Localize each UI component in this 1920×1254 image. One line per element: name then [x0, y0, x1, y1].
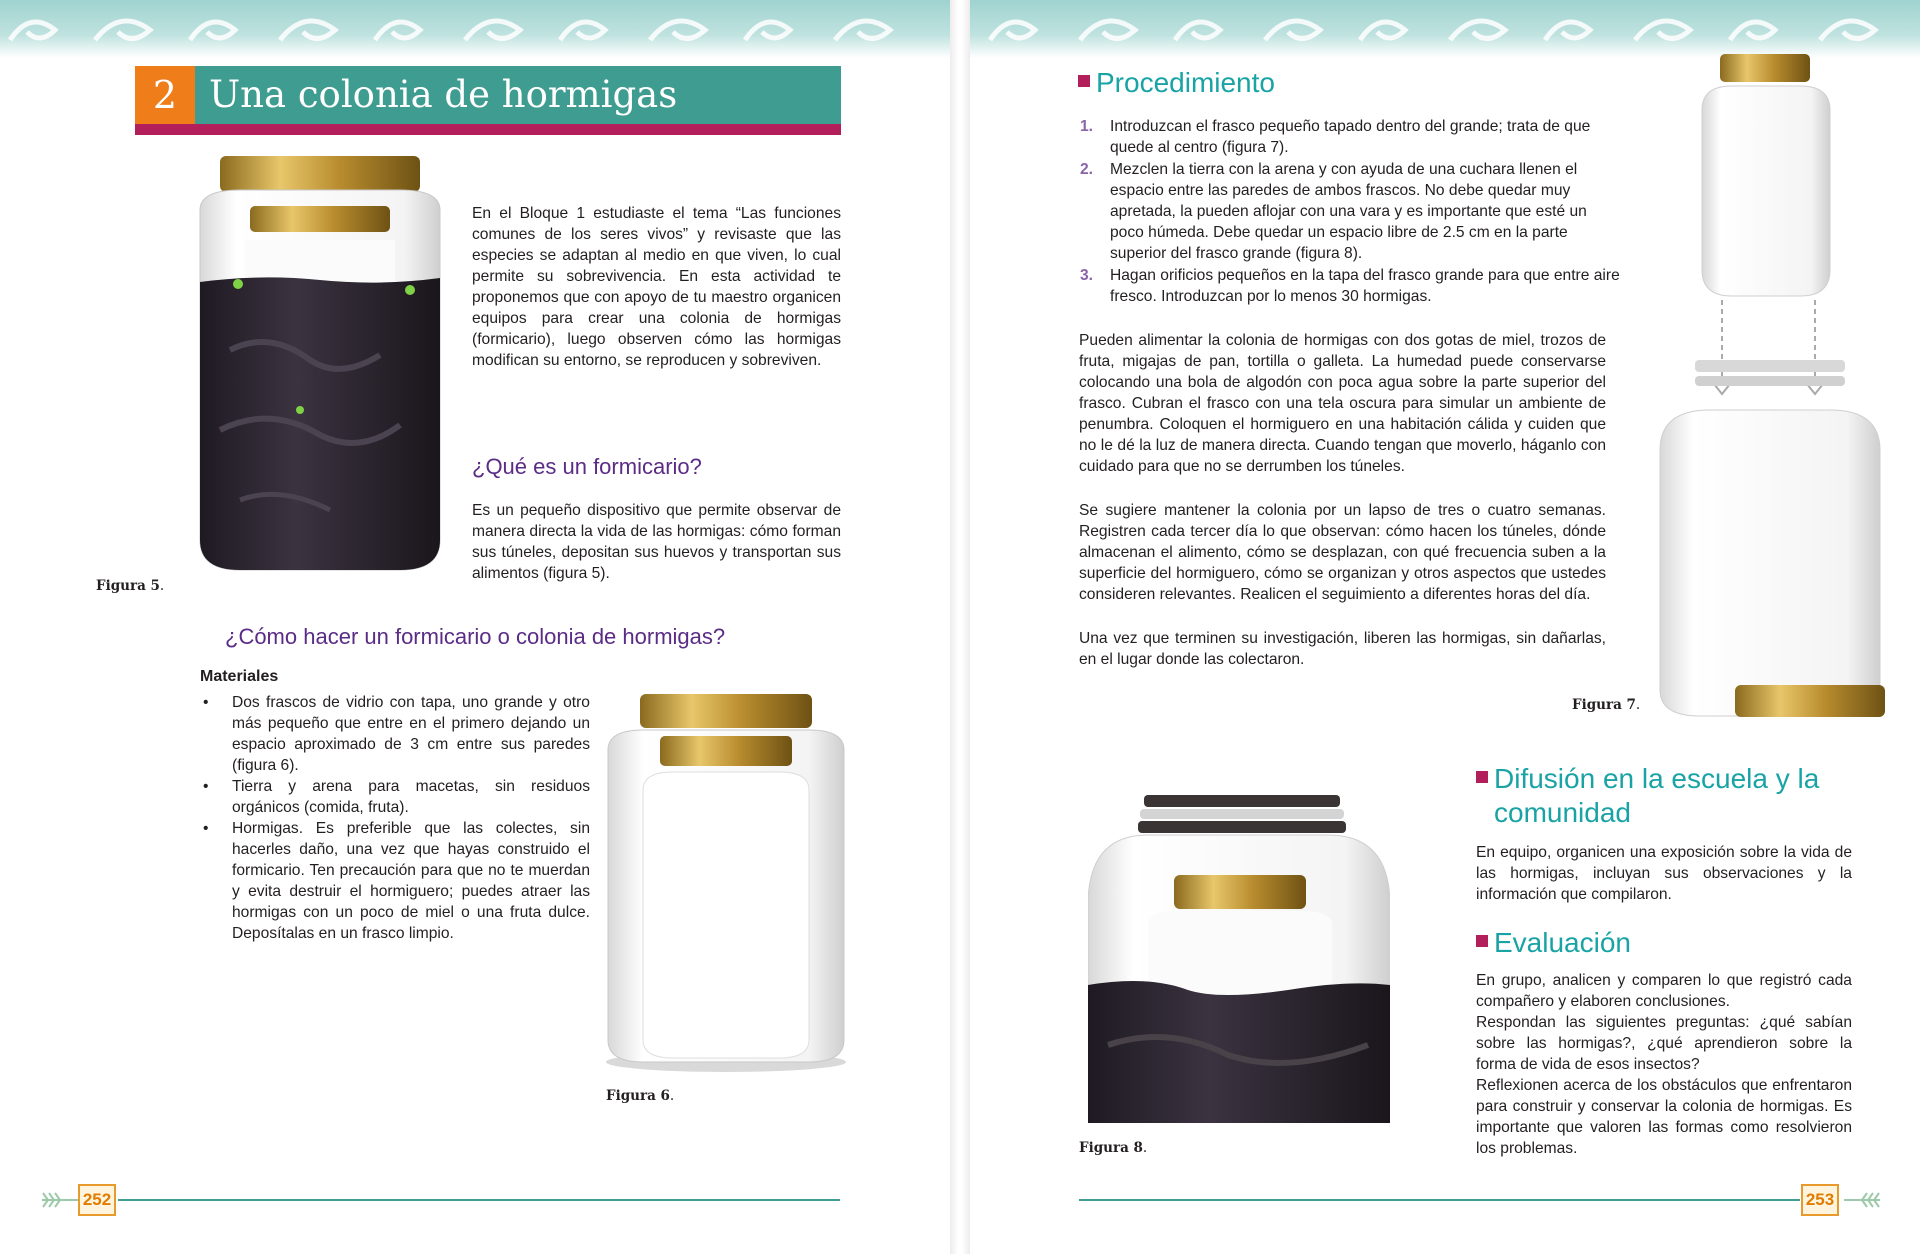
figure-5-dot: . — [159, 578, 165, 594]
difusion-heading-line-2: comunidad — [1494, 797, 1631, 828]
step-text: Hagan orificios pequeños en la tapa del frasco grande para que entre aire fresco. Introduzcan por lo menos 30 hormigas. — [1110, 267, 1620, 305]
footer-rule — [118, 1199, 840, 1201]
list-item — [1080, 265, 1620, 307]
figure-7-label: Figura 7 — [1572, 697, 1636, 713]
figure-8-image — [1088, 795, 1390, 1123]
list-item-text: Hormigas. Es preferible que las colectes, sin hacerles daño, una vez que hayas construido el formicario. Ten precaución para que no te muerdan y evita destruir el hormiguero; puedes atraer las hormigas con un poco de miel o una fruta dulce. Deposítalas en un frasco limpio. — [232, 820, 590, 942]
intro-paragraph: En el Bloque 1 estudiaste el tema “Las funciones comunes de los seres vivos” y revisaste que las especies se adaptan al medio en que viven, lo cual permite su sobrevivencia. En esta actividad te proponemos que con apoyo de tu maestro organicen equipos para crear una colonia de hormigas (formicario), luego observen cómo las hormigas modifican su entorno, se reproducen y sobreviven. — [472, 205, 841, 369]
figure-6-dot: . — [669, 1088, 675, 1104]
list-item — [1080, 116, 1620, 158]
list-item-text: Dos frascos de vidrio con tapa, uno grande y otro más pequeño que entre en el primero dejando un espacio aproximado de 3 cm entre sus paredes (figura 6). — [232, 694, 590, 774]
evaluacion-paragraph-2: Respondan las siguientes preguntas: ¿qué sabían sobre las hormigas?, ¿qué aprendieron sobre la forma de vida de esos insectos? — [1476, 1014, 1852, 1073]
release-paragraph: Una vez que terminen su investigación, liberen las hormigas, sin dañarlas, en el lugar donde las colectaron. — [1079, 630, 1606, 668]
figure-5-image — [170, 150, 470, 590]
chapter-title: Una colonia de hormigas — [209, 73, 678, 116]
leaf-icon — [1842, 1186, 1882, 1214]
step-text: Mezclen la tierra con la arena y con ayuda de una cuchara llenen el espacio entre las paredes de ambos frascos. No debe quedar muy apretada, la pueden aflojar con una vara y es importante que esté un poco húmeda. Debe quedar un espacio libre de 2.5 cm en la parte superior del frasco grande (figura 8). — [1110, 161, 1587, 262]
chapter-header — [135, 66, 841, 124]
heading-square — [1476, 771, 1488, 783]
materials-title: Materiales — [200, 668, 279, 685]
evaluacion-paragraph-3: Reflexionen acerca de los obstáculos que enfrentaron para construir y conservar la colonia de hormigas. Es importante que valoren las formas como resolvieron los problemas. — [1476, 1077, 1852, 1157]
figure-7-caption — [1572, 697, 1640, 713]
figure-5-caption — [96, 578, 164, 594]
bullet: • — [203, 778, 209, 795]
heading-square — [1078, 75, 1090, 87]
footer-rule — [1079, 1199, 1800, 1201]
bullet: • — [203, 694, 209, 711]
figure-8-dot: . — [1142, 1140, 1148, 1156]
procedure-steps — [1080, 116, 1620, 307]
question-heading-1: ¿Qué es un formicario? — [472, 454, 702, 479]
figure-5-label: Figura 5 — [96, 578, 160, 594]
bullet: • — [203, 820, 209, 837]
figure-7-dot: . — [1635, 697, 1641, 713]
materials-list — [200, 692, 590, 944]
figure-8-label: Figura 8 — [1079, 1140, 1143, 1156]
figure-8-caption — [1079, 1140, 1147, 1156]
observation-paragraph: Se sugiere mantener la colonia por un lapso de tres o cuatro semanas. Registren cada tercer día lo que observan: cómo hacen los túneles, dónde almacenan el alimento, cómo se desplazan, con qué frecuencia suben a la superficie del hormiguero, cómo se organizan y otros aspectos que ustedes consideren relevantes. Realicen el seguimiento a diferentes horas del día. — [1079, 502, 1606, 603]
evaluacion-paragraph-1: En grupo, analicen y comparen lo que registró cada compañero y elaboren conclusiones. — [1476, 972, 1852, 1010]
list-item — [200, 776, 590, 818]
procedimiento-heading-text: Procedimiento — [1096, 67, 1275, 98]
list-item-text: Tierra y arena para macetas, sin residuos orgánicos (comida, fruta). — [232, 778, 590, 816]
figure-6-image — [598, 690, 854, 1075]
step-number: 3. — [1080, 267, 1094, 284]
step-number: 1. — [1080, 118, 1094, 135]
page-number: 252 — [78, 1184, 116, 1216]
figure-6-label: Figura 6 — [606, 1088, 670, 1104]
list-item — [1080, 159, 1620, 264]
question-heading-2: ¿Cómo hacer un formicario o colonia de hormigas? — [225, 624, 726, 649]
procedimiento-heading — [1078, 66, 1275, 100]
figure-6-caption — [606, 1088, 674, 1104]
question-1-text: Es un pequeño dispositivo que permite observar de manera directa la vida de las hormigas: cómo forman sus túneles, depositan sus huevos y transportan sus alimentos (figura 5). — [472, 502, 841, 582]
difusion-heading — [1476, 762, 1856, 830]
evaluacion-heading-text: Evaluación — [1494, 927, 1631, 958]
page-number: 253 — [1801, 1184, 1839, 1216]
list-item — [200, 692, 590, 776]
swirl-pattern-icon — [0, 0, 950, 58]
decorative-banner — [0, 0, 950, 58]
figure-7-image — [1650, 50, 1890, 725]
left-page — [0, 0, 950, 1254]
chapter-underline — [135, 124, 841, 135]
leaf-icon — [40, 1186, 80, 1214]
step-text: Introduzcan el frasco pequeño tapado dentro del grande; trata de que quede al centro (figura 7). — [1110, 118, 1591, 156]
difusion-text: En equipo, organicen una exposición sobre la vida de las hormigas, incluyan sus observaciones y la información que compilaron. — [1476, 844, 1852, 903]
list-item — [200, 818, 590, 944]
page-gutter — [950, 0, 970, 1254]
feeding-paragraph: Pueden alimentar la colonia de hormigas con dos gotas de miel, trozos de fruta, migajas de pan, tortilla o galleta. La humedad puede conservarse colocando una bola de algodón con poca agua sobre la parte superior del frasco. Cubran el frasco con una tela oscura para simular un ambiente de penumbra. Coloquen el hormiguero en una habitación cálida y cuiden que no le dé la luz de manera directa. Cuando tengan que moverlo, háganlo con cuidado para que no se derrumben los túneles. — [1079, 332, 1606, 475]
heading-square — [1476, 935, 1488, 947]
difusion-heading-line-1: Difusión en la escuela y la — [1494, 763, 1820, 794]
evaluacion-heading — [1476, 926, 1631, 960]
step-number: 2. — [1080, 161, 1094, 178]
chapter-number: 2 — [135, 66, 195, 124]
